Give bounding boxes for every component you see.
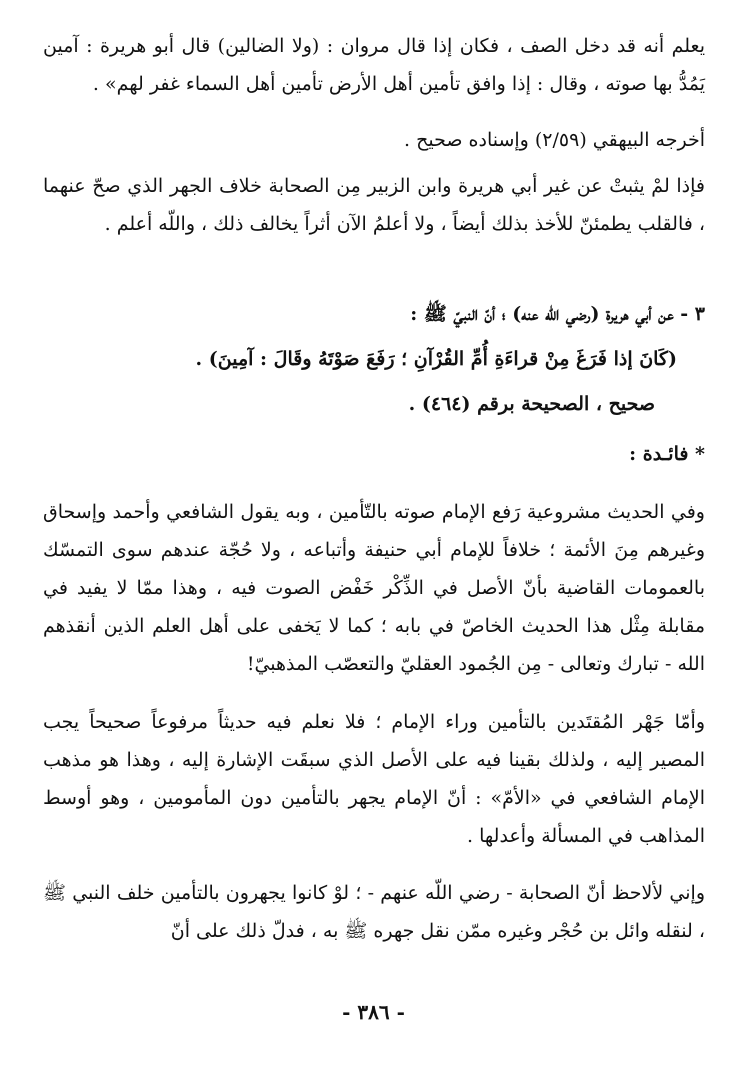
paragraph-2-citation: أخرجه البيهقي (٢/٥٩) وإسناده صحيح . (404, 129, 705, 151)
page-number: - ٣٨٦ - (342, 1000, 405, 1024)
paragraph-1: يعلم أنه قد دخل الصف ، فكان إذا قال مروان : (ولا الضالين) قال أبو هريرة : آمين يَمُدُّ بها صوته ، وقال : إذا وافق تأمين أهل الأرض تأمين أهل السماء غفر لهم» . (43, 35, 705, 95)
paragraph-6: وإني لألاحظ أنّ الصحابة - رضي اللّه عنهم - ؛ لوْ كانوا يجهرون بالتأمين خلف النبي ﷺ ، لنقله وائل بن حُجْر وغيره ممّن نقل جهره ﷺ به ، فدلّ ذلك على أنّ (43, 882, 705, 942)
paragraph-5: وأمّا جَهْر المُقتَدين بالتأمين وراء الإمام ؛ فلا نعلم فيه حديثاً مرفوعاً صحيحاً يجب المصير إليه ، ولذلك بقينا فيه على الأصل الذي سبقَت الإشارة إليه ، وهذا هو مذهب الإمام الشافعي في «الأمّ» : أنّ الإمام يجهر بالتأمين دون المأمومين ، وهو أوسط المذاهب في المسألة وأعدلها . (43, 711, 705, 847)
benefit-label: * فائـدة : (629, 443, 705, 465)
hadith-grade: صحيح ، الصحيحة برقم (٤٦٤) . (408, 393, 655, 415)
paragraph-4: وفي الحديث مشروعية رَفع الإمام صوته بالتّأمين ، وبه يقول الشافعي وأحمد وإسحاق وغيرهم مِنَ الأئمة ؛ خلافاً للإمام أبي حنيفة وأتباعه ، ولا حُجّة عندهم سوى التمسّك بالعمومات القاضية بأنّ الأصل في الذِّكْر خَفْض الصوت فيه ، وهذا ممّا لا يفيد في مقابلة مِثْل هذا الحديث الخاصّ في بابه ؛ كما لا يَخفى على أهل العلم الذين أنقذهم الله - تبارك وتعالى - مِن الجُمود العقليّ والتعصّب المذهبيّ! (43, 501, 705, 675)
paragraph-3: فإذا لمْ يثبتْ عن غير أبي هريرة وابن الزبير مِن الصحابة خلاف الجهر الذي صحّ عنهما ، فالقلب يطمئنّ للأخذ بذلك أيضاً ، ولا أعلمُ الآن أثراً يخالف ذلك ، واللّه أعلم . (43, 175, 705, 235)
hadith-heading: ٣ - عن أبي هريرة (رضي الله عنه) ؛ أنّ النبيّ ﷺ : (410, 303, 705, 325)
hadith-text: (كَانَ إذا فَرَغَ مِنْ قراءَةِ أُمِّ القُرْآنِ ؛ رَفَعَ صَوْتَهُ وقَالَ : آمِينَ) . (195, 348, 677, 370)
